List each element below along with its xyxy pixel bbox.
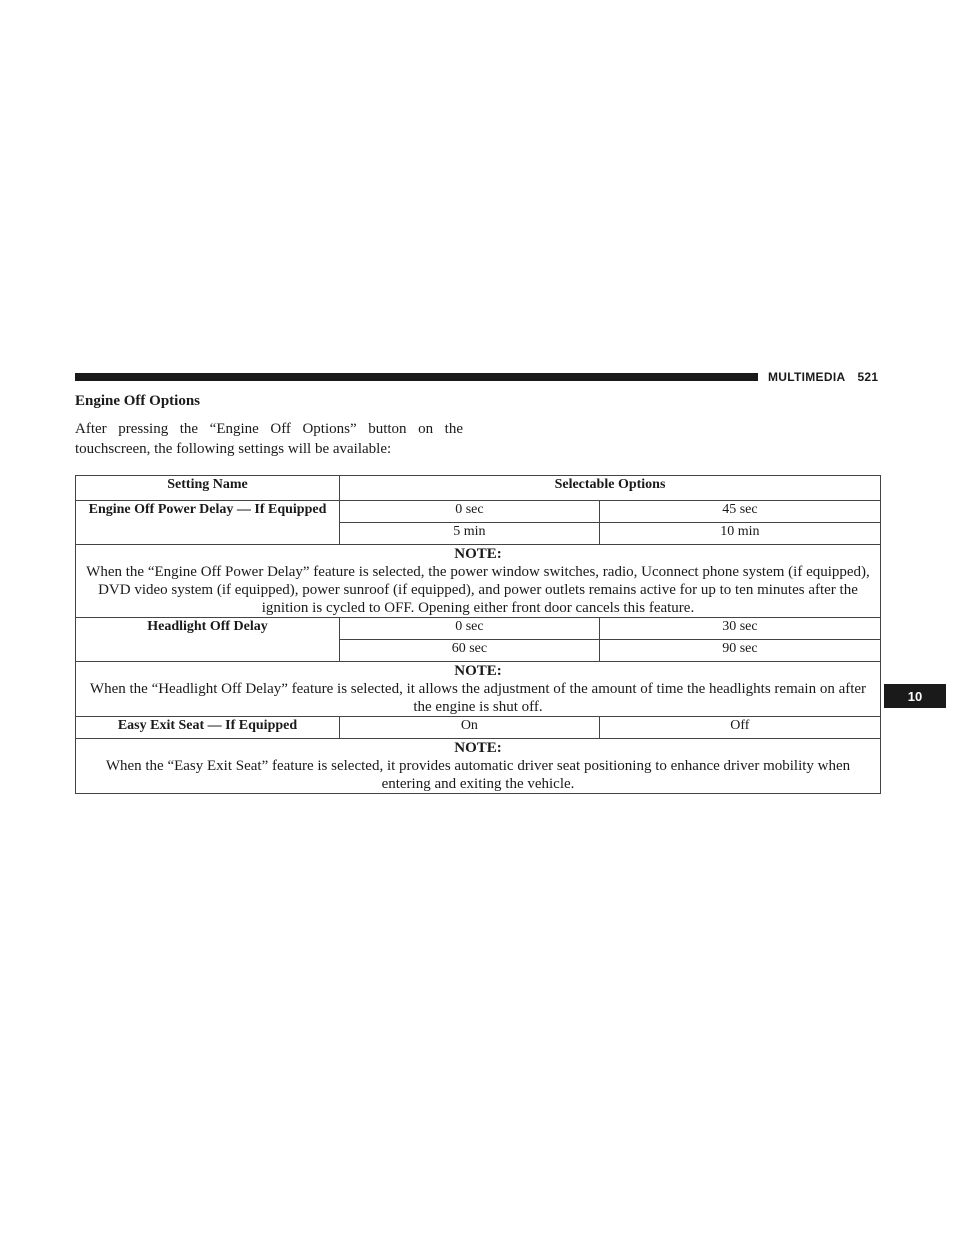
- setting-name: Easy Exit Seat — If Equipped: [76, 717, 340, 739]
- option-cell: 90 sec: [599, 640, 880, 662]
- header-rule: [75, 373, 758, 381]
- setting-name: Engine Off Power Delay — If Equipped: [76, 501, 340, 545]
- intro-paragraph: After pressing the “Engine Off Options” button on the touchscreen, the following settings will be available:: [75, 421, 463, 457]
- note-row: [76, 545, 881, 618]
- section-title: Engine Off Options: [75, 393, 201, 409]
- table-row: [76, 501, 881, 523]
- note-label: NOTE:: [454, 546, 502, 562]
- column-header-setting-name: Setting Name: [76, 476, 340, 501]
- option-cell: 5 min: [340, 523, 600, 545]
- option-cell: 45 sec: [599, 501, 880, 523]
- note-cell: [76, 662, 881, 717]
- note-text: When the “Headlight Off Delay” feature is selected, it allows the adjustment of the amount of time the headlights remain on after the engine is shut off.: [89, 681, 867, 715]
- option-cell: 60 sec: [340, 640, 600, 662]
- option-cell: Off: [599, 717, 880, 739]
- option-cell: 10 min: [599, 523, 880, 545]
- note-label: NOTE:: [454, 663, 502, 679]
- table-header-row: [76, 476, 881, 501]
- setting-name: Headlight Off Delay: [76, 618, 340, 662]
- option-cell: 0 sec: [340, 501, 600, 523]
- note-label: NOTE:: [454, 740, 502, 756]
- page-number: 521: [857, 370, 879, 384]
- table-row: [76, 717, 881, 739]
- table-row: [76, 618, 881, 640]
- note-row: [76, 662, 881, 717]
- note-row: [76, 739, 881, 794]
- option-cell: 0 sec: [340, 618, 600, 640]
- option-cell: On: [340, 717, 600, 739]
- note-cell: [76, 739, 881, 794]
- settings-table: [75, 475, 881, 794]
- note-text: When the “Engine Off Power Delay” feature is selected, the power window switches, radio, Uconnect phone system (if equipped), DVD video system (if equipped), power sunroof (if equipped), and power outlets remains active for up to ten minutes after the ignition is cycled to OFF. Opening either front door cancels this feature.: [86, 564, 870, 616]
- running-header: [768, 370, 878, 384]
- chapter-tab: 10: [884, 684, 946, 708]
- note-text: When the “Easy Exit Seat” feature is selected, it provides automatic driver seat positioning to enhance driver mobility when entering and exiting the vehicle.: [105, 758, 851, 792]
- column-header-selectable-options: Selectable Options: [340, 476, 881, 501]
- option-cell: 30 sec: [599, 618, 880, 640]
- section-name: MULTIMEDIA: [768, 370, 846, 384]
- note-cell: [76, 545, 881, 618]
